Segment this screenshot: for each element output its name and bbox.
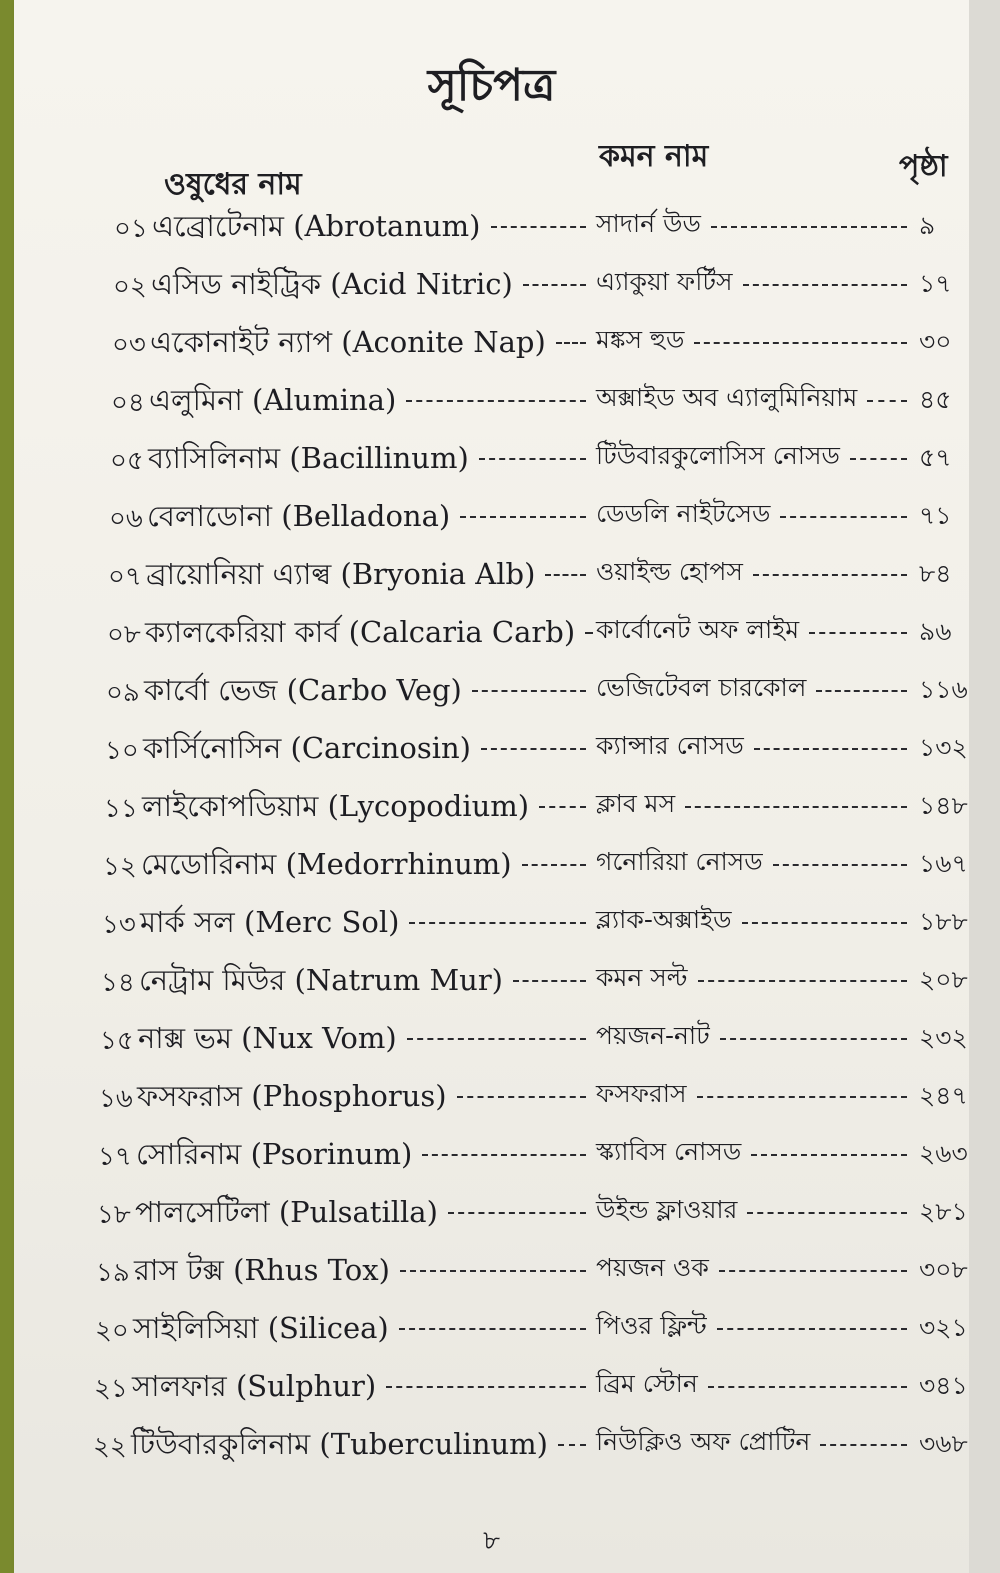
entry-number: ২২ [93, 1432, 127, 1462]
entry-number: ১১ [104, 794, 138, 824]
page-ref: ২০৮ [919, 965, 968, 994]
common-name: গনোরিয়া নোসড [596, 847, 763, 876]
list-item [14, 1356, 969, 1414]
entry-number: ১৪ [101, 968, 135, 998]
entry-number: ১২ [103, 852, 137, 882]
leader-dashes [479, 458, 586, 460]
page-title: সূচিপত্র [427, 60, 556, 111]
list-item [14, 776, 969, 834]
leader-dashes [743, 284, 907, 286]
leader-dashes [685, 806, 907, 808]
page-number: ৮ [483, 1526, 500, 1556]
medicine-name: একোনাইট ন্যাপ (Aconite Nap) [150, 325, 546, 359]
header-medicine-name: ওষুধের নাম [164, 167, 302, 202]
leader-dashes [708, 1386, 907, 1388]
page-ref: ১৩২ [919, 733, 968, 762]
leader-dashes [719, 1270, 907, 1272]
page-ref: ৯ [919, 211, 936, 240]
page-ref: ১৪৮ [919, 791, 968, 820]
book-page [14, 0, 969, 1573]
page-ref: ১৮৮ [919, 907, 968, 936]
entry-number: ০৩ [112, 330, 146, 360]
entry-number: ০৭ [108, 562, 142, 592]
medicine-name: সাইলিসিয়া (Silicea) [133, 1311, 389, 1345]
list-item [14, 1066, 969, 1124]
header-page: পৃষ্ঠা [899, 149, 948, 184]
leader-dashes [556, 342, 586, 344]
leader-dashes [558, 1444, 586, 1446]
leader-dashes [773, 864, 907, 866]
entry-number: ১৩ [102, 910, 136, 940]
page-ref: ৫৭ [919, 443, 952, 472]
list-item [14, 312, 969, 370]
common-name: পিওর ফ্লিন্ট [596, 1311, 707, 1340]
list-item [14, 486, 969, 544]
list-item [14, 254, 969, 312]
common-name: পয়জন-নাট [596, 1021, 710, 1050]
list-item [14, 834, 969, 892]
medicine-name: কার্সিনোসিন (Carcinosin) [143, 731, 471, 765]
list-item [14, 196, 969, 254]
common-name: পয়জন ওক [596, 1253, 709, 1282]
page-ref: ৪৫ [919, 385, 952, 414]
leader-dashes [481, 748, 586, 750]
entry-number: ১৭ [98, 1142, 132, 1172]
entry-number: ০৫ [110, 446, 144, 476]
common-name: ব্রিম স্টোন [596, 1369, 698, 1398]
page-ref: ৩২১ [919, 1313, 968, 1342]
leader-dashes [407, 1038, 586, 1040]
common-name: ডেডলি নাইটসেড [596, 499, 771, 528]
page-ref: ৩০৮ [919, 1255, 968, 1284]
leader-dashes [457, 1096, 586, 1098]
common-name: এ্যাকুয়া ফর্টিস [596, 267, 733, 296]
medicine-name: টিউবারকুলিনাম (Tuberculinum) [131, 1427, 548, 1461]
medicine-name: মেডোরিনাম (Medorrhinum) [141, 847, 512, 881]
entry-number: ১৮ [97, 1200, 131, 1230]
list-item [14, 950, 969, 1008]
medicine-name: ব্যাসিলিনাম (Bacillinum) [148, 441, 469, 475]
page-ref: ১৭ [919, 269, 952, 298]
list-item [14, 370, 969, 428]
common-name: ক্লাব মস [596, 789, 676, 818]
leader-dashes [406, 400, 586, 402]
leader-dashes [545, 574, 586, 576]
entry-number: ২০ [95, 1316, 129, 1346]
page-ref: ৩৬৮ [919, 1429, 968, 1458]
common-name: কমন সল্ট [596, 963, 688, 992]
adjacent-page-edge [969, 0, 1000, 1573]
leader-dashes [472, 690, 586, 692]
list-item [14, 1008, 969, 1066]
leader-dashes [400, 1270, 586, 1272]
leader-dashes [522, 864, 586, 866]
leader-dashes [754, 748, 907, 750]
leader-dashes [694, 342, 907, 344]
common-name: ব্ল্যাক-অক্সাইড [596, 905, 732, 934]
medicine-name: কার্বো ভেজ (Carbo Veg) [144, 673, 462, 707]
leader-dashes [491, 226, 586, 228]
entry-number: ০২ [113, 272, 147, 302]
medicine-name: লাইকোপডিয়াম (Lycopodium) [142, 789, 530, 823]
page-ref: ২৪৭ [919, 1081, 968, 1110]
leader-dashes [747, 1212, 907, 1214]
entry-number: ০৮ [107, 620, 141, 650]
page-ref: ৩৪১ [919, 1371, 968, 1400]
page-ref: ১১৬ [919, 675, 968, 704]
entry-number: ২১ [94, 1374, 128, 1404]
leader-dashes [585, 632, 593, 634]
leader-dashes [711, 226, 907, 228]
leader-dashes [697, 1096, 907, 1098]
entry-number: ১০ [105, 736, 139, 766]
leader-dashes [816, 690, 907, 692]
medicine-name: ব্রায়োনিয়া এ্যাল্ব (Bryonia Alb) [146, 557, 536, 591]
leader-dashes [513, 980, 586, 982]
leader-dashes [409, 922, 586, 924]
medicine-name: বেলাডোনা (Belladona) [147, 499, 451, 533]
medicine-name: সোরিনাম (Psorinum) [136, 1137, 413, 1171]
leader-dashes [753, 574, 907, 576]
page-ref: ১৬৭ [919, 849, 968, 878]
list-item [14, 660, 969, 718]
leader-dashes [751, 1154, 907, 1156]
leader-dashes [717, 1328, 907, 1330]
common-name: অক্সাইড অব এ্যালুমিনিয়াম [596, 383, 858, 412]
common-name: ওয়াইল্ড হোপস [596, 557, 743, 586]
medicine-name: মার্ক সল (Merc Sol) [140, 905, 400, 939]
leader-dashes [399, 1328, 586, 1330]
medicine-name: নাক্স ভম (Nux Vom) [138, 1021, 397, 1055]
leader-dashes [780, 516, 907, 518]
medicine-name: ক্যালকেরিয়া কার্ব (Calcaria Carb) [145, 615, 576, 649]
list-item [14, 718, 969, 776]
page-ref: ৯৬ [919, 617, 952, 646]
common-name: স্ক্যাবিস নোসড [596, 1137, 742, 1166]
entry-number: ১৯ [96, 1258, 130, 1288]
entry-number: ০৯ [106, 678, 140, 708]
common-name: নিউক্লিও অফ প্রোটিন [596, 1427, 811, 1456]
common-name: উইন্ড ফ্লাওয়ার [596, 1195, 738, 1224]
contents-list [14, 196, 969, 1472]
entry-number: ১৬ [99, 1084, 133, 1114]
leader-dashes [460, 516, 586, 518]
page-ref: ২৬৩ [919, 1139, 968, 1168]
leader-dashes [386, 1386, 586, 1388]
page-ref: ২৩২ [919, 1023, 968, 1052]
leader-dashes [422, 1154, 586, 1156]
list-item [14, 428, 969, 486]
common-name: সাদার্ন উড [596, 209, 701, 238]
leader-dashes [850, 458, 907, 460]
leader-dashes [448, 1212, 586, 1214]
leader-dashes [867, 400, 907, 402]
medicine-name: পালসেটিলা (Pulsatilla) [135, 1195, 438, 1229]
leader-dashes [523, 284, 586, 286]
list-item [14, 1124, 969, 1182]
medicine-name: নেট্রাম মিউর (Natrum Mur) [139, 963, 503, 997]
medicine-name: এব্রোটেনাম (Abrotanum) [152, 209, 481, 243]
medicine-name: ফসফরাস (Phosphorus) [137, 1079, 447, 1113]
leader-dashes [698, 980, 907, 982]
common-name: মঙ্কস হুড [596, 325, 685, 354]
medicine-name: রাস টক্স (Rhus Tox) [134, 1253, 390, 1287]
list-item [14, 602, 969, 660]
leader-dashes [809, 632, 907, 634]
common-name: কার্বোনেট অফ লাইম [596, 615, 800, 644]
medicine-name: এলুমিনা (Alumina) [149, 383, 397, 417]
entry-number: ০৪ [111, 388, 145, 418]
list-item [14, 1182, 969, 1240]
medicine-name: এসিড নাইট্রিক (Acid Nitric) [151, 267, 513, 301]
list-item [14, 1414, 969, 1472]
page-ref: ৩০ [919, 327, 952, 356]
page-ref: ৮৪ [919, 559, 952, 588]
list-item [14, 1240, 969, 1298]
entry-number: ১৫ [100, 1026, 134, 1056]
common-name: ফসফরাস [596, 1079, 687, 1108]
leader-dashes [742, 922, 907, 924]
common-name: ক্যান্সার নোসড [596, 731, 744, 760]
page-ref: ২৮১ [919, 1197, 968, 1226]
page-ref: ৭১ [919, 501, 952, 530]
common-name: ভেজিটেবল চারকোল [596, 673, 807, 702]
leader-dashes [720, 1038, 907, 1040]
leader-dashes [539, 806, 586, 808]
list-item [14, 544, 969, 602]
list-item [14, 892, 969, 950]
entry-number: ০১ [114, 214, 148, 244]
entry-number: ০৬ [109, 504, 143, 534]
list-item [14, 1298, 969, 1356]
medicine-name: সালফার (Sulphur) [132, 1369, 377, 1403]
header-common-name: কমন নাম [599, 139, 709, 174]
leader-dashes [820, 1444, 907, 1446]
common-name: টিউবারকুলোসিস নোসড [596, 441, 840, 470]
